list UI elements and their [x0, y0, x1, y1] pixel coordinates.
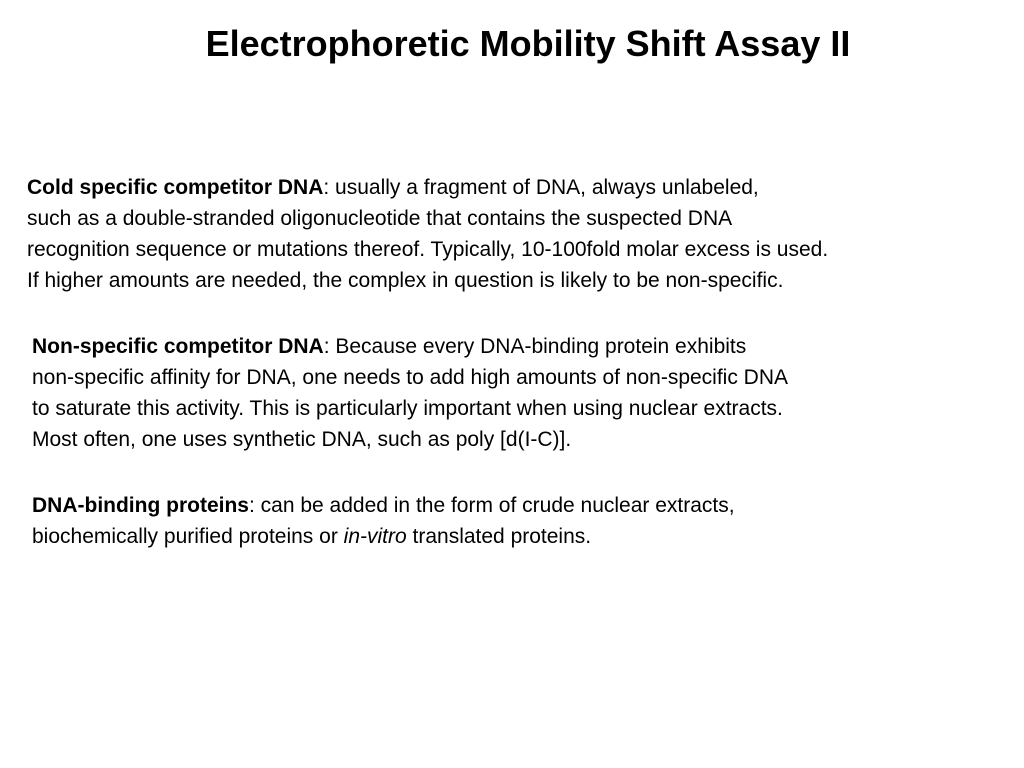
- paragraph-line: [32, 490, 735, 521]
- paragraph-line: recognition sequence or mutations thereof. Typically, 10-100fold molar excess is used.: [27, 238, 829, 261]
- paragraph-line: non-specific affinity for DNA, one needs to add high amounts of non-specific DNA: [32, 366, 789, 389]
- term-dna-binding-proteins: DNA-binding proteins: [32, 494, 249, 517]
- paragraph-text: translated proteins.: [406, 525, 592, 548]
- paragraph-line: such as a double-stranded oligonucleotide that contains the suspected DNA: [27, 207, 733, 230]
- term-non-specific-competitor-dna: Non-specific competitor DNA: [32, 335, 324, 358]
- paragraph-text: : Because every DNA-binding protein exhibits: [323, 335, 747, 358]
- paragraph-text: : can be added in the form of crude nuclear extracts,: [248, 494, 735, 517]
- paragraph-text: : usually a fragment of DNA, always unlabeled,: [323, 176, 759, 199]
- paragraph-line: [27, 172, 828, 203]
- paragraph-line: [32, 521, 735, 552]
- paragraph-line: [32, 331, 788, 362]
- paragraph-dna-binding-proteins: [32, 490, 735, 552]
- italic-in-vitro: in-vitro: [343, 525, 407, 548]
- term-cold-specific-competitor-dna: Cold specific competitor DNA: [27, 176, 324, 199]
- paragraph-line: If higher amounts are needed, the complex in question is likely to be non-specific.: [27, 269, 784, 292]
- paragraph-line: Most often, one uses synthetic DNA, such as poly [d(I-C)].: [32, 428, 572, 451]
- paragraph-non-specific-competitor: [32, 331, 788, 455]
- paragraph-line: to saturate this activity. This is particularly important when using nuclear extracts.: [32, 397, 783, 420]
- paragraph-text: biochemically purified proteins or: [32, 525, 344, 548]
- paragraph-cold-specific-competitor: [27, 172, 828, 296]
- slide-title: Electrophoretic Mobility Shift Assay II: [205, 23, 851, 64]
